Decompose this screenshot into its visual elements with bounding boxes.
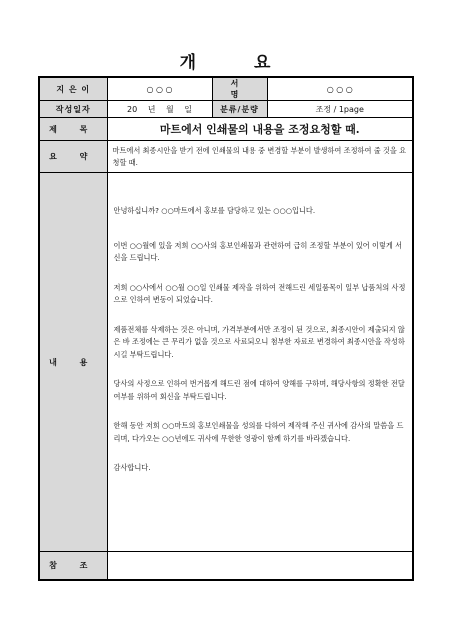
signature-value: ○ ○ ○: [267, 77, 413, 101]
category-label: 분류/분량: [212, 101, 267, 118]
subject-label: 제 목: [39, 118, 107, 141]
content-body: [107, 173, 413, 552]
date-value: 20 년 월 일: [107, 101, 212, 118]
overview-form-table: [38, 76, 414, 581]
document-title: 개 요: [179, 53, 297, 73]
author-label: 지 은 이: [39, 77, 107, 101]
content-paragraph: 저희 ○○사에서 ○○월 ○○일 인쇄물 제작을 위하여 전해드린 세일품목이 일부 납품처의 사정으로 인하여 변동이 되었습니다.: [113, 282, 406, 304]
category-value: 조정 / 1page: [267, 101, 413, 118]
signature-label: 서 명: [212, 77, 267, 101]
reference-label: 참 조: [39, 552, 107, 580]
content-paragraph: 안녕하십니까? ○○마트에서 홍보를 담당하고 있는 ○○○입니다.: [113, 206, 316, 215]
content-paragraph: 한해 동안 저희 ○○마트의 홍보인쇄물을 성의를 다하여 제작해 주신 귀사에 감사의 말씀을 드리며, 다가오는 ○○년에도 귀사에 무한한 영광이 함께 하기를 바라겠습니다.: [113, 421, 404, 443]
author-value: ○ ○ ○: [107, 77, 212, 101]
content-paragraph: 제품전체를 삭제하는 것은 아니며, 가격부분에서만 조정이 된 것으로, 최종시안이 제출되지 않은 바 조정에는 큰 무리가 없을 것으로 사료되오니 첨부한 자료로 변경하여 최종시안을 작성하시길 부탁드립니다.: [113, 324, 405, 359]
date-label: 작성일자: [39, 101, 107, 118]
subject-value: 마트에서 인쇄물의 내용을 조정요청할 때.: [107, 118, 413, 141]
content-paragraph: 당사의 사정으로 인하여 번거롭게 해드린 점에 대하여 양해를 구하며, 해당사항의 정확한 전달여부를 위하여 회신을 부탁드립니다.: [113, 379, 405, 401]
content-label: 내 용: [39, 173, 107, 552]
summary-value: 마트에서 최종시안을 받기 전에 인쇄물의 내용 중 변경할 부분이 발생하여 조정하여 줄 것을 요청할 때.: [107, 141, 413, 173]
summary-label: 요 약: [39, 141, 107, 173]
content-paragraph: 이번 ○○월에 있을 저희 ○○사의 홍보인쇄물과 관련하여 급히 조정할 부분이 있어 이렇게 서신을 드립니다.: [113, 240, 403, 262]
content-paragraph: 감사합니다.: [113, 463, 151, 472]
reference-value: [107, 552, 413, 580]
